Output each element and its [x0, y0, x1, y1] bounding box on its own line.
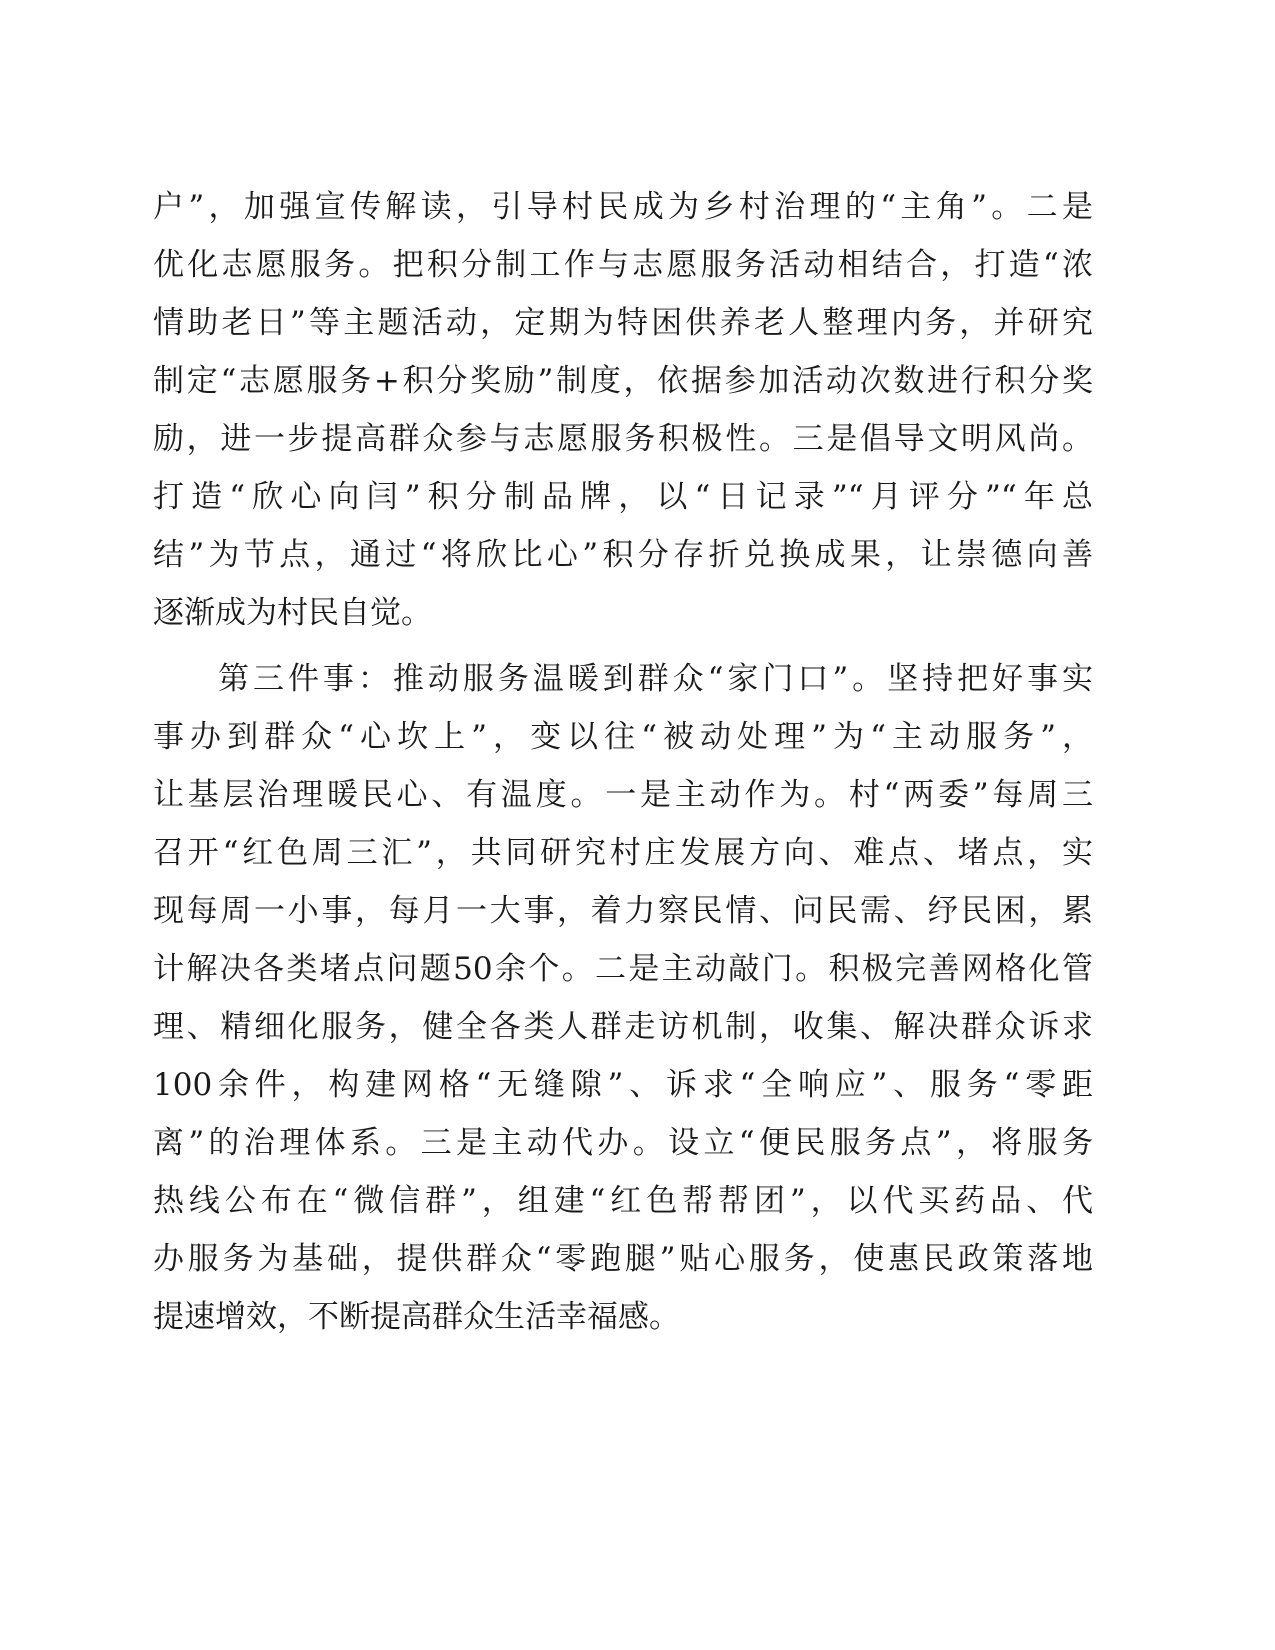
text-line-first: 第三件事：推动服务温暖到群众“家门口”。坚持把好事实	[218, 661, 1093, 697]
text-line: 热线公布在“微信群”，组建“红色帮帮团”，以代买药品、代	[153, 1183, 1093, 1219]
text-line: 召开“红色周三汇”，共同研究村庄发展方向、难点、堵点，实	[153, 835, 1093, 871]
text-line: 办服务为基础，提供群众“零跑腿”贴心服务，使惠民政策落地	[153, 1241, 1093, 1277]
text-line: 打造“欣心向闫”积分制品牌，以“日记录”“月评分”“年总	[153, 479, 1093, 515]
text-line: 户”，加强宣传解读，引导村民成为乡村治理的“主角”。二是	[153, 189, 1093, 225]
text-line: 制定“志愿服务+积分奖励”制度，依据参加活动次数进行积分奖	[153, 363, 1093, 399]
text-line: 情助老日”等主题活动，定期为特困供养老人整理内务，并研究	[153, 305, 1093, 341]
paragraph-2	[153, 650, 1093, 1346]
text-line-last: 逐渐成为村民自觉。	[153, 595, 432, 631]
paragraph-1	[153, 178, 1093, 642]
paragraph-gap	[153, 642, 1093, 650]
text-line: 理、精细化服务，健全各类人群走访机制，收集、解决群众诉求	[153, 1009, 1093, 1045]
text-line: 事办到群众“心坎上”，变以往“被动处理”为“主动服务”，	[153, 719, 1093, 755]
text-line: 100余件，构建网格“无缝隙”、诉求“全响应”、服务“零距	[153, 1067, 1093, 1103]
text-line: 优化志愿服务。把积分制工作与志愿服务活动相结合，打造“浓	[153, 247, 1093, 283]
text-line: 计解决各类堵点问题50余个。二是主动敲门。积极完善网格化管	[153, 951, 1093, 987]
text-line: 让基层治理暖民心、有温度。一是主动作为。村“两委”每周三	[153, 777, 1093, 813]
text-line: 离”的治理体系。三是主动代办。设立“便民服务点”，将服务	[153, 1125, 1093, 1161]
text-line: 结”为节点，通过“将欣比心”积分存折兑换成果，让崇德向善	[153, 537, 1093, 573]
text-line: 现每周一小事，每月一大事，着力察民情、问民需、纾民困，累	[153, 893, 1093, 929]
text-line: 励，进一步提高群众参与志愿服务积极性。三是倡导文明风尚。	[153, 421, 1093, 457]
body-text	[153, 178, 1093, 1346]
text-line-last: 提速增效，不断提高群众生活幸福感。	[153, 1299, 680, 1335]
